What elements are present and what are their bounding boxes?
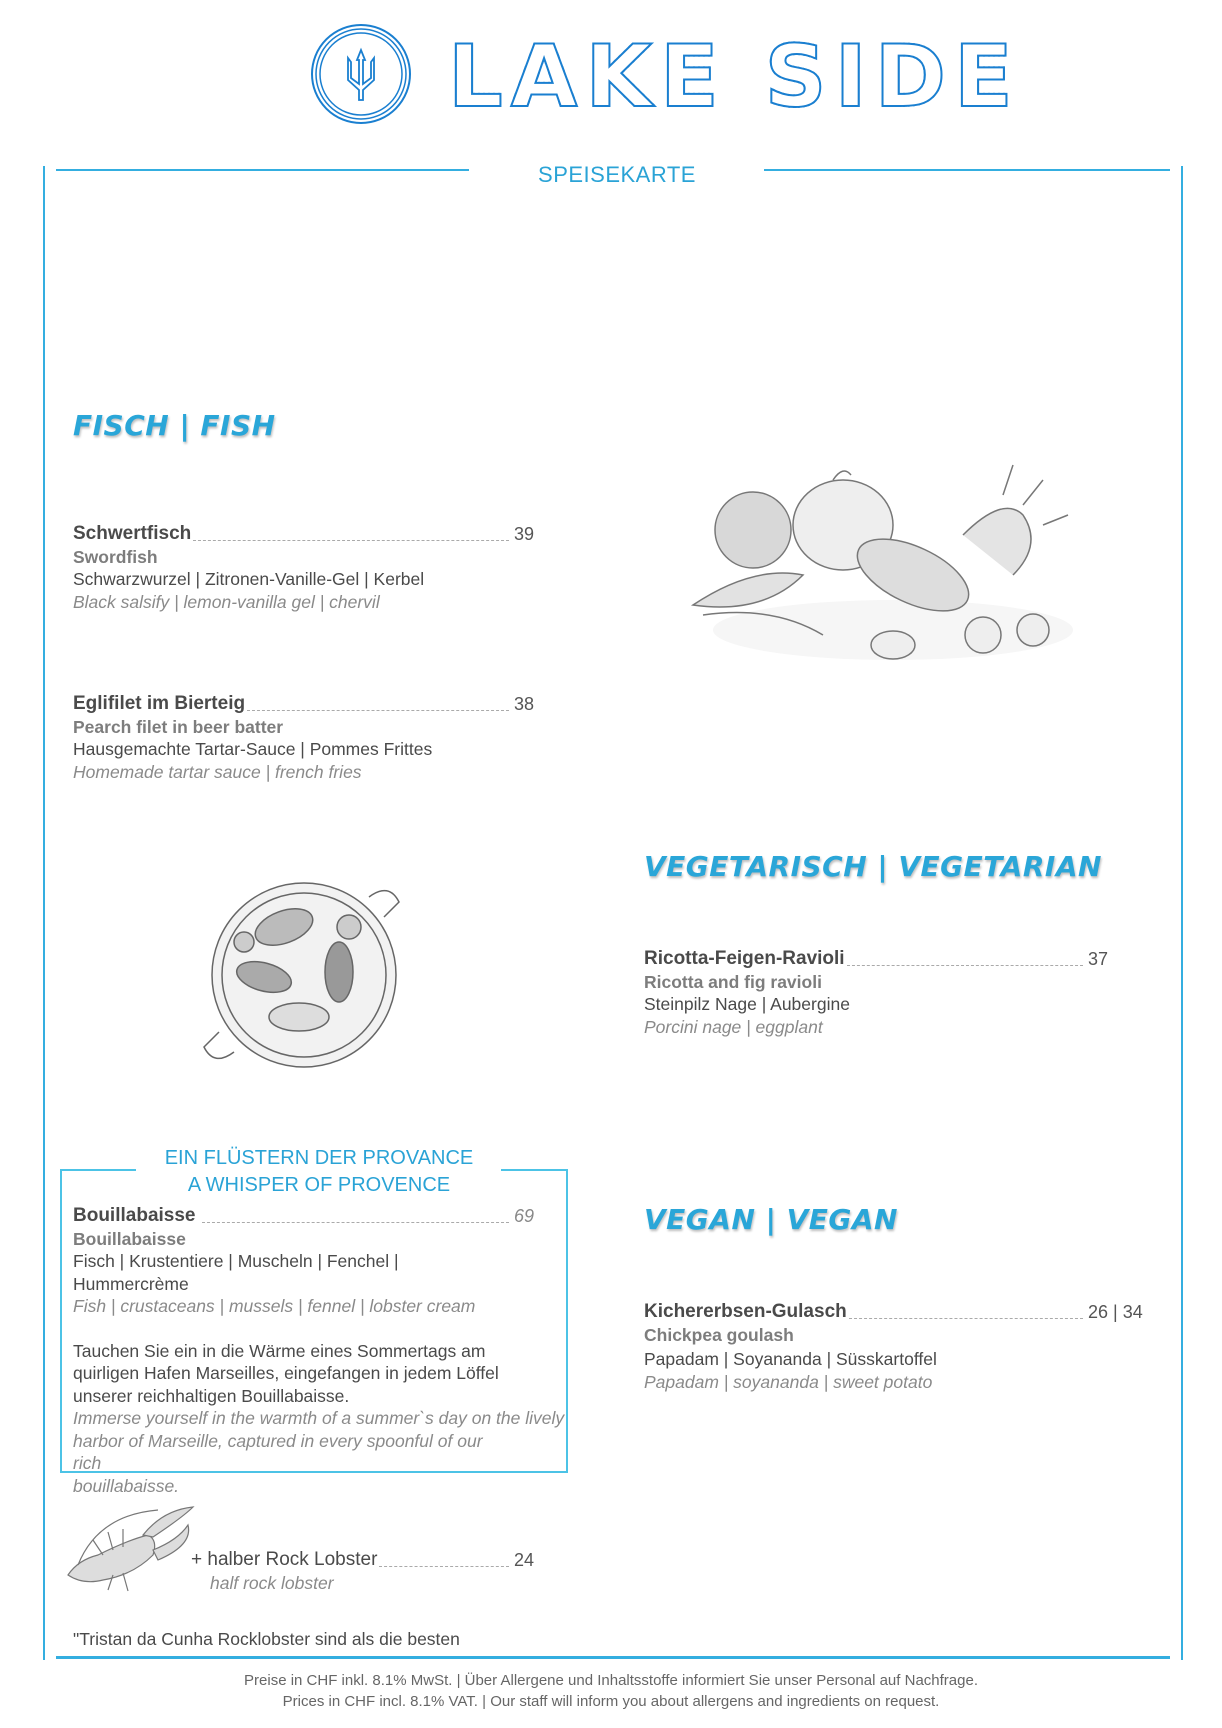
- frame-top-left: [56, 169, 469, 171]
- item-price: 69: [514, 1206, 535, 1226]
- item-desc-en: Papadam | soyananda | sweet potato: [644, 1371, 933, 1392]
- item-subtitle: Pearch filet in beer batter: [73, 716, 284, 737]
- item-name: Schwertfisch: [73, 523, 192, 544]
- item-name: + halber Rock Lobster: [191, 1549, 378, 1570]
- special-heading-de: EIN FLÜSTERN DER PROVANCE: [164, 1147, 474, 1169]
- menu-item: [73, 523, 535, 613]
- description-de-line: quirligen Hafen Marseilles, eingefangen in jedem Löffel: [73, 1363, 499, 1383]
- item-desc-en: Homemade tartar sauce | french fries: [73, 761, 362, 782]
- item-desc-de: Schwarzwurzel | Zitronen-Vanille-Gel | Kerbel: [73, 569, 425, 589]
- item-price: 26 | 34: [1088, 1302, 1143, 1322]
- menu-item: [644, 948, 1109, 1038]
- item-price: 38: [514, 694, 535, 714]
- special-box-top-right: [501, 1169, 566, 1171]
- item-desc-de: Papadam | Soyananda | Süsskartoffel: [644, 1349, 937, 1369]
- item-desc-en: half rock lobster: [210, 1572, 334, 1593]
- trident-logo-icon: [309, 22, 413, 126]
- description-en-line: Immerse yourself in the warmth of a summer`s day on the lively: [73, 1408, 565, 1428]
- item-desc-en: Porcini nage | eggplant: [644, 1016, 823, 1037]
- special-heading-en: A WHISPER OF PROVENCE: [187, 1174, 451, 1196]
- item-subtitle: Swordfish: [73, 546, 158, 567]
- bouillabaisse-pot-illustration: [189, 867, 422, 1078]
- item-subtitle: Bouillabaisse: [73, 1228, 186, 1249]
- item-desc-en: Black salsify | lemon-vanilla gel | chervil: [73, 591, 380, 612]
- item-desc-de: Fisch | Krustentiere | Muscheln | Fenchel | Hummercrème: [73, 1251, 399, 1294]
- item-subtitle: Ricotta and fig ravioli: [644, 971, 822, 992]
- item-name: Bouillabaisse: [73, 1205, 196, 1226]
- description-de-line: Tauchen Sie ein in die Wärme eines Sommertags am: [73, 1340, 486, 1361]
- vegetables-illustration: [683, 455, 1089, 689]
- item-subtitle: Chickpea goulash: [644, 1324, 794, 1345]
- footer-en: Prices in CHF incl. 8.1% VAT. | Our staff will inform you about allergens and ingredients on request.: [282, 1693, 940, 1710]
- menu-title: SPEISEKARTE: [538, 162, 696, 187]
- item-desc-en: Fish | crustaceans | mussels | fennel | lobster cream: [73, 1296, 476, 1316]
- item-name: Eglifilet im Bierteig: [73, 693, 246, 714]
- item-desc-de: Hausgemachte Tartar-Sauce | Pommes Frittes: [73, 739, 433, 759]
- frame-top-right: [764, 169, 1170, 171]
- frame-right: [1181, 166, 1183, 1660]
- lobster-note: "Tristan da Cunha Rocklobster sind als die besten: [73, 1629, 460, 1649]
- description-de-line: unserer reichhaltigen Bouillabaisse.: [73, 1385, 350, 1406]
- item-name: Ricotta-Feigen-Ravioli: [644, 948, 845, 969]
- brand-name: LAKE SIDE: [448, 27, 1021, 127]
- item-price: 39: [514, 524, 535, 544]
- section-heading-vegan: VEGAN | VEGAN: [644, 1203, 898, 1236]
- lobster-illustration: [63, 1505, 197, 1600]
- item-price: 24: [514, 1550, 535, 1570]
- menu-item-special: [73, 1205, 565, 1497]
- item-price: 37: [1088, 949, 1109, 969]
- frame-bottom: [56, 1656, 1170, 1659]
- footer-de: Preise in CHF inkl. 8.1% MwSt. | Über Allergene und Inhaltsstoffe informiert Sie unser Personal auf Nachfrage.: [244, 1672, 978, 1689]
- section-heading-vegetarian: VEGETARISCH | VEGETARIAN: [644, 850, 1102, 883]
- description-en-line: harbor of Marseille, captured in every spoonful of our rich: [73, 1430, 483, 1473]
- section-heading-fish: FISCH | FISH: [73, 409, 276, 442]
- menu-item: [644, 1301, 1143, 1393]
- frame-left: [43, 166, 45, 1660]
- menu-item: [73, 693, 535, 783]
- menu-item-addon: [191, 1549, 535, 1594]
- special-box-top-left: [60, 1169, 136, 1171]
- item-name: Kichererbsen-Gulasch: [644, 1301, 847, 1322]
- item-desc-de: Steinpilz Nage | Aubergine: [644, 994, 850, 1014]
- description-en-line: bouillabaisse.: [73, 1475, 180, 1496]
